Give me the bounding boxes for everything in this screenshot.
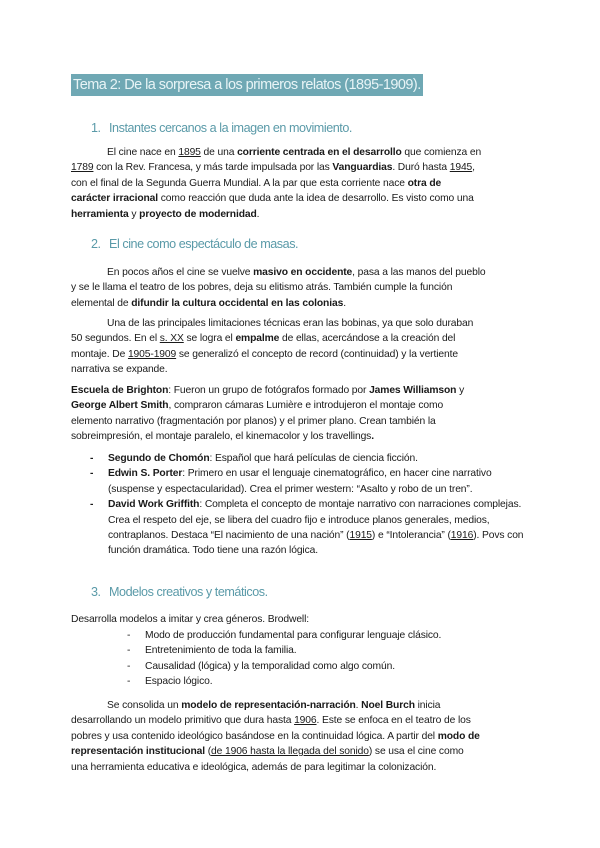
brighton-paragraph: Escuela de Brighton: Fueron un grupo de fotógrafos formado por James Williamson y George Albert Smith, compraron cámaras Lumière e introdujeron el montaje como elemento narrativo (fragmentación por planos) y el primer plano. Crean también la sobreimpresión, el montaje paralelo, el kinemacolor y los travellings. [71,385,465,443]
list-item: - Edwin S. Porter: Primero en usar el lenguaje cinematográfico, en hacer cine narrativo (suspense y espectacularidad). Crea el primer western: “Asalto y robo de un tren”. [90,466,528,497]
section-heading-2 [91,237,298,251]
section-1-paragraph: El cine nace en 1895 de una corriente centrada en el desarrollo que comienza en 1789 con la Rev. Francesa, y más tarde impulsada por las Vanguardias. Duró hasta 1945, con el final de la Segunda Guerra Mundial. A la par que esta corriente nace otra de carácter irracional como reacción que duda ante la idea de desarrollo. Es visto como una herramienta y proyecto de modernidad. [71,147,482,220]
list-item: - Espacio lógico. [127,674,441,689]
list-item: - Causalidad (lógica) y la temporalidad como algo común. [127,659,441,674]
section-heading-text: Instantes cercanos a la imagen en movimiento. [109,121,352,135]
section-heading-3 [91,585,268,599]
section-3-intro: Desarrolla modelos a imitar y crea géneros. Brodwell: [71,614,310,625]
section-number: 1. [91,121,101,135]
section-number: 3. [91,585,101,599]
section-heading-text: Modelos creativos y temáticos. [109,585,268,599]
section-number: 2. [91,237,101,251]
section-2-paragraph-2: Una de las principales limitaciones técnicas eran las bobinas, ya que solo duraban 50 segundos. En el s. XX se logra el empalme de ellas, acercándose a la creación del montaje. De 1905-1909 se generalizó el concepto de record (continuidad) y la vertiente narrativa se expande. [71,318,474,376]
section-heading-1 [91,121,352,135]
list-item: - Segundo de Chomón: Español que hará películas de ciencia ficción. [90,451,528,466]
filmmakers-list [90,451,528,559]
section-2-paragraph-1: En pocos años el cine se vuelve masivo en occidente, pasa a las manos del pueblo y se le llama el teatro de los pobres, deja su elitismo atrás. También cumple la función elemental de difundir la cultura occidental en las colonias. [71,267,486,309]
section-3-paragraph: Se consolida un modelo de representación-narración. Noel Burch inicia desarrollando un modelo primitivo que dura hasta 1906. Este se enfoca en el teatro de los pobres y usa contenido ideológico basándose en la continuidad lógica. A partir del modo de representación institucional (de 1906 hasta la llegada del sonido) se usa el cine como una herramienta educativa e ideológica, además de para legitimar la colonización. [71,700,480,773]
list-item: - David Work Griffith: Completa el concepto de montaje narrativo con narraciones complejas. Crea el respeto del eje, se libera del cuadro fijo e introduce planos generales, medios, contraplanos. Destaca “El nacimiento de una nación” (1915) e “Intolerancia” (1916). Povs con función dramática. Todo tiene una razón lógica. [90,497,528,559]
list-item: - Modo de producción fundamental para configurar lenguaje clásico. [127,628,441,643]
list-item: - Entretenimiento de toda la familia. [127,643,441,658]
document-title: Tema 2: De la sorpresa a los primeros relatos (1895-1909). [71,74,423,96]
brodwell-list [127,628,441,690]
section-heading-text: El cine como espectáculo de masas. [109,237,299,251]
